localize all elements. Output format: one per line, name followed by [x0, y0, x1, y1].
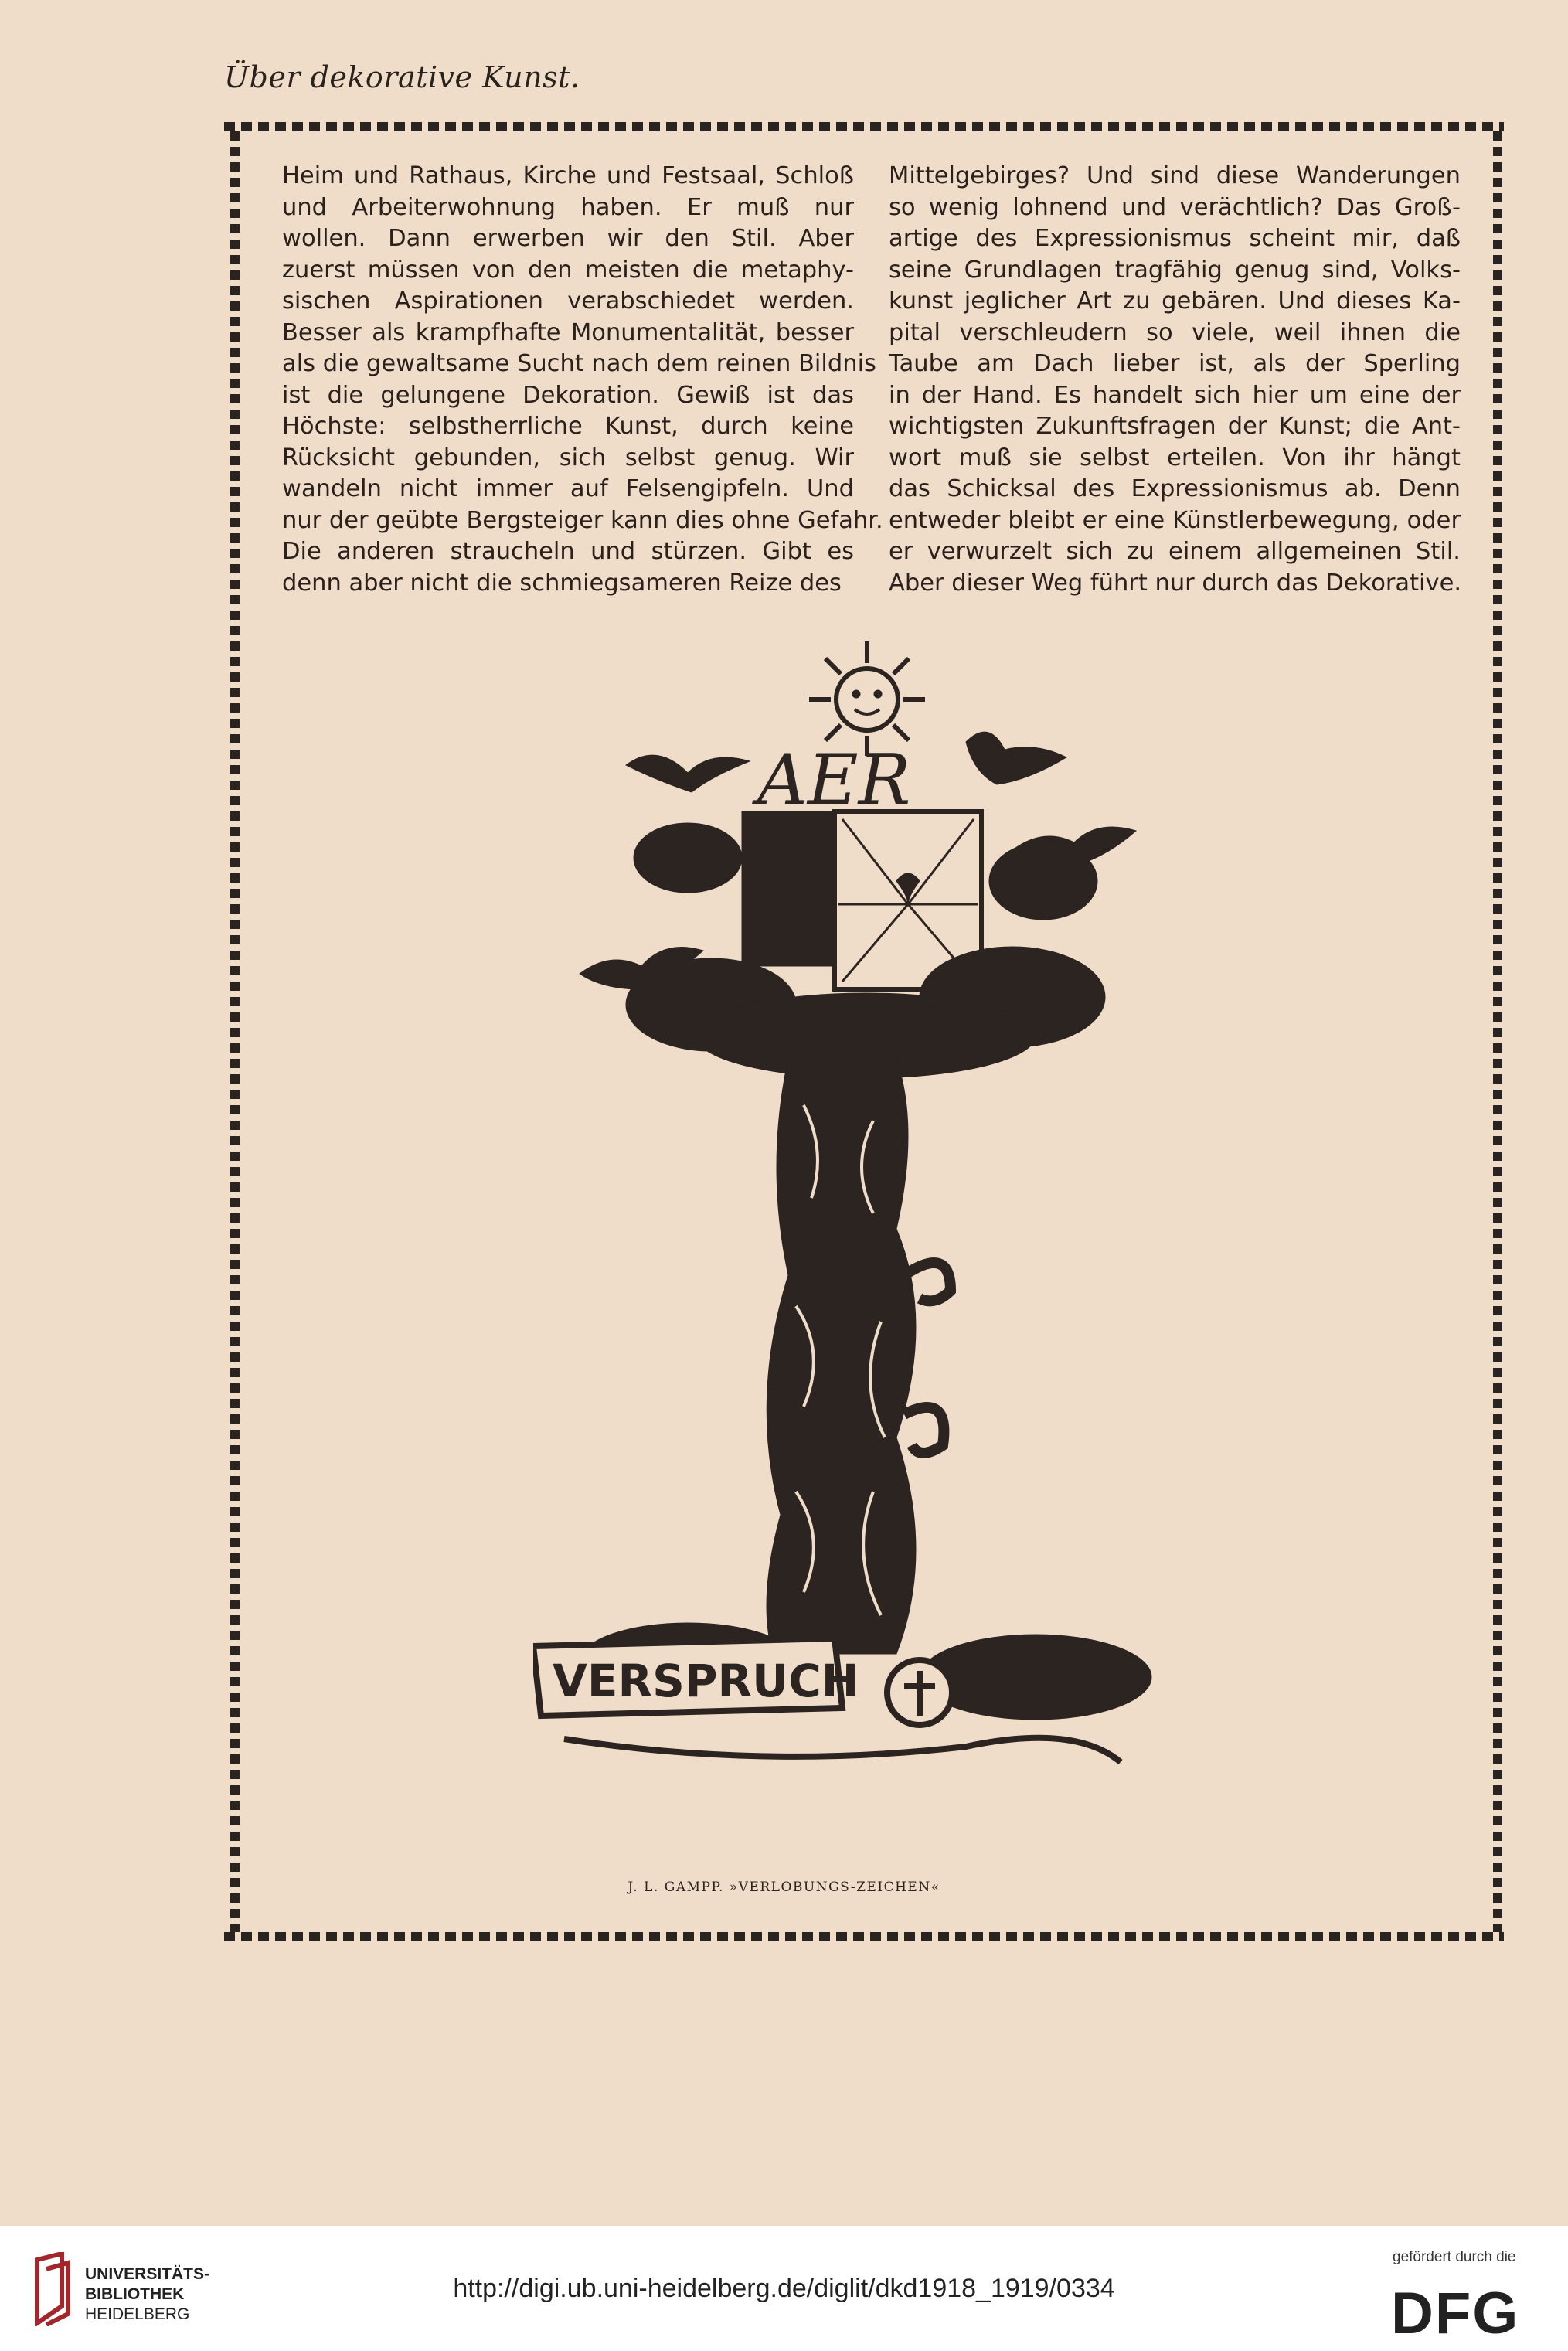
text-line: Taube am Dach lieber ist, als der Sperling: [889, 350, 1461, 377]
ground-foliage-right: [920, 1635, 1151, 1720]
text-column-left: [282, 161, 883, 599]
library-name-line1: UNIVERSITÄTS-: [85, 2265, 210, 2283]
text-line: er verwurzelt sich zu einem allgemeinen Stil.: [889, 538, 1461, 565]
running-head: Über dekorative Kunst.: [224, 60, 580, 94]
text-line: kunst jeglicher Art zu gebären. Und dieses Ka-: [889, 287, 1461, 315]
text-line: nur der geübte Bergsteiger kann dies ohne Gefahr.: [282, 506, 883, 534]
text-line: wandeln nicht immer auf Felsengipfeln. Und: [282, 475, 854, 502]
text-line: Rücksicht gebunden, sich selbst genug. Wir: [282, 444, 854, 471]
bird-top-left: [626, 755, 750, 792]
text-line: entweder bleibt er eine Künstlerbewegung, oder: [889, 506, 1461, 534]
banner-text: VERSPRUCH: [553, 1655, 859, 1707]
text-line: sischen Aspirationen verabschiedet werden.: [282, 287, 854, 315]
text-line: ist die gelungene Dekoration. Gewiß ist das: [282, 381, 854, 409]
text-line: artige des Expressionismus scheint mir, daß: [889, 225, 1461, 252]
library-name-line3: HEIDELBERG: [85, 2305, 190, 2323]
border-bottom-dashes: [224, 1932, 1504, 1941]
text-line: seine Grundlagen tragfähig genug sind, Volks-: [889, 256, 1461, 284]
woodcut-illustration: [533, 626, 1198, 1816]
library-name-line2: BIBLIOTHEK: [85, 2285, 185, 2303]
permalink-url[interactable]: http://digi.ub.uni-heidelberg.de/diglit/dkd1918_1919/0334: [453, 2274, 1115, 2303]
border-right-dashes: [1493, 131, 1502, 1932]
text-line: Besser als krampfhafte Monumentalität, besser: [282, 318, 854, 346]
sun-figure: [809, 641, 925, 756]
open-door: [742, 811, 835, 966]
text-line: das Schicksal des Expressionismus ab. Denn: [889, 475, 1461, 502]
dfg-logo: DFG: [1391, 2281, 1520, 2346]
text-line: als die gewaltsame Sucht nach dem reinen Bildnis: [282, 350, 876, 377]
text-line: wort muß sie selbst erteilen. Von ihr hängt: [889, 444, 1461, 471]
text-line: wollen. Dann erwerben wir den Stil. Aber: [282, 225, 854, 252]
text-line: Höchste: selbstherrliche Kunst, durch keine: [282, 413, 854, 440]
text-line: pital verschleudern so viele, weil ihnen die: [889, 318, 1461, 346]
text-line: und Arbeiterwohnung haben. Er muß nur: [282, 193, 854, 221]
tree-trunk: [767, 1059, 916, 1654]
text-line: Mittelgebirges? Und sind diese Wanderungen: [889, 162, 1461, 189]
text-line: wichtigsten Zukunftsfragen der Kunst; die Ant-: [889, 413, 1461, 440]
figure-caption: J. L. GAMPP. »VERLOBUNGS-ZEICHEN«: [628, 1880, 940, 1895]
text-column-right: [889, 161, 1461, 599]
text-line: in der Hand. Es handelt sich hier um eine der: [889, 381, 1461, 409]
text-line: Aber dieser Weg führt nur durch das Dekorative.: [889, 569, 1462, 597]
border-left-dashes: [230, 131, 240, 1932]
funding-label: gefördert durch die: [1393, 2249, 1516, 2265]
monogram: AER: [757, 740, 911, 821]
bird-top-right: [966, 732, 1066, 784]
text-line: denn aber nicht die schmiegsameren Reize des: [282, 569, 842, 597]
text-line: so wenig lohnend und verächtlich? Das Groß-: [889, 193, 1461, 221]
text-line: Die anderen straucheln und stürzen. Gibt es: [282, 538, 854, 565]
text-line: Heim und Rathaus, Kirche und Festsaal, Schloß: [282, 162, 854, 189]
border-top-dashes: [224, 122, 1504, 131]
text-line: zuerst müssen von den meisten die metaphy-: [282, 256, 854, 284]
